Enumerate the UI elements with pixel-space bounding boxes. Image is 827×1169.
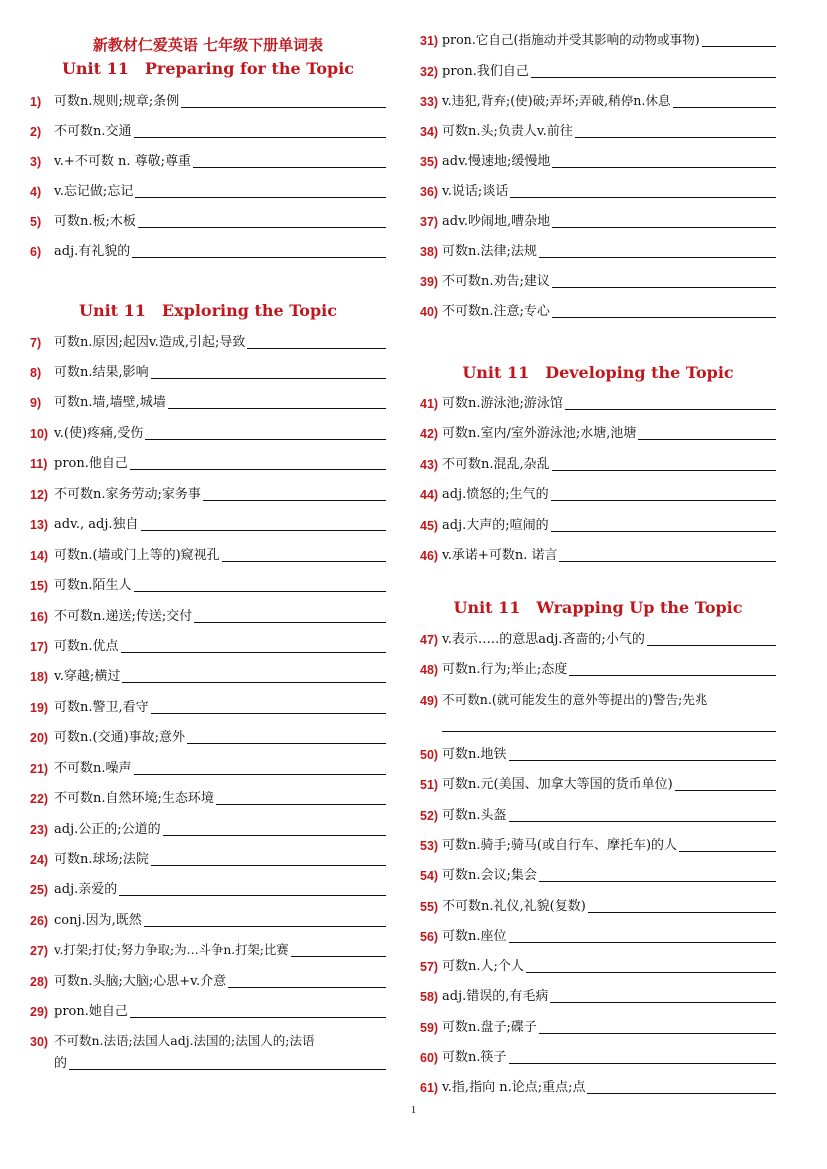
section-heading-exploring <box>30 301 386 320</box>
answer-blank[interactable] <box>130 1017 386 1018</box>
answer-blank[interactable] <box>526 972 776 973</box>
answer-blank[interactable] <box>509 1063 776 1064</box>
item-number: 37) <box>420 215 439 229</box>
answer-blank[interactable] <box>222 561 386 562</box>
answer-blank[interactable] <box>679 851 776 852</box>
answer-blank[interactable] <box>119 895 386 896</box>
vocab-item-25 <box>30 879 386 899</box>
item-number: 31) <box>420 34 439 48</box>
vocab-item-23 <box>30 819 386 839</box>
item-number: 50) <box>420 748 439 762</box>
answer-blank[interactable] <box>168 408 386 409</box>
topic-label: Wrapping Up the Topic <box>536 598 743 617</box>
item-definition: adv.慢速地;缓慢地 <box>442 154 551 169</box>
vocab-item-20 <box>30 727 386 747</box>
vocab-item-38 <box>420 241 776 261</box>
page-title: 新教材仁爱英语 七年级下册单词表 <box>92 36 324 54</box>
vocab-item-22 <box>30 788 386 808</box>
vocab-item-44 <box>420 484 776 504</box>
item-definition: 不可数n.法语;法国人adj.法国的;法国人的;法语 <box>54 1033 315 1048</box>
item-definition: 可数n.球场;法院 <box>54 852 149 867</box>
item-number: 7) <box>30 336 42 350</box>
item-definition: 可数n.优点 <box>54 639 119 654</box>
item-definition: 可数n.行为;举止;态度 <box>442 662 568 677</box>
item-definition: adj.大声的;喧闹的 <box>442 518 549 533</box>
vocab-item-12 <box>30 484 386 504</box>
item-definition: 可数n.原因;起因v.造成,引起;导致 <box>54 335 246 350</box>
item-definition: 可数n.(交通)事故;意外 <box>54 730 186 745</box>
item-number: 33) <box>420 95 439 109</box>
item-definition: 不可数n.混乱,杂乱 <box>442 457 550 472</box>
item-number: 46) <box>420 549 439 563</box>
answer-blank[interactable] <box>552 227 776 228</box>
item-definition: pron.他自己 <box>54 456 128 471</box>
answer-blank[interactable] <box>509 760 776 761</box>
answer-blank[interactable] <box>247 348 386 349</box>
answer-blank[interactable] <box>550 1002 776 1003</box>
item-definition: v.承诺+可数n. 诺言 <box>442 548 558 563</box>
answer-blank[interactable] <box>551 531 776 532</box>
vocab-item-57 <box>420 956 776 976</box>
answer-blank[interactable] <box>151 713 386 714</box>
topic-label: Preparing for the Topic <box>144 59 355 78</box>
item-definition: 可数n.警卫,看守 <box>54 700 149 715</box>
item-number: 41) <box>420 397 439 411</box>
item-definition: 可数n.规则;规章;条例 <box>54 94 180 109</box>
vocab-item-9 <box>30 392 386 412</box>
vocab-item-11 <box>30 453 386 473</box>
item-number: 24) <box>30 853 49 867</box>
vocab-item-6 <box>30 241 386 261</box>
item-number: 53) <box>420 839 439 853</box>
item-number: 32) <box>420 65 439 79</box>
answer-blank[interactable] <box>638 439 776 440</box>
vocab-item-49 <box>420 690 776 710</box>
item-number: 51) <box>420 778 439 792</box>
item-number: 40) <box>420 305 439 319</box>
answer-blank[interactable] <box>559 561 776 562</box>
item-definition: 不可数n.家务劳动;家务事 <box>54 487 201 502</box>
vocab-item-61 <box>420 1077 776 1097</box>
vocab-item-13 <box>30 514 386 534</box>
answer-blank[interactable] <box>193 167 386 168</box>
item-number: 34) <box>420 125 439 139</box>
answer-blank[interactable] <box>122 682 386 683</box>
answer-blank[interactable] <box>673 107 776 108</box>
item-definition: 可数n.筷子 <box>442 1050 507 1065</box>
item-number: 29) <box>30 1005 49 1019</box>
item-definition: 可数n.头盔 <box>442 808 507 823</box>
answer-blank[interactable] <box>588 912 776 913</box>
item-definition: 可数n.法律;法规 <box>442 244 537 259</box>
item-definition: adv.吵闹地,嘈杂地 <box>442 214 551 229</box>
item-number: 14) <box>30 549 49 563</box>
unit-label: Unit 11 <box>79 301 146 320</box>
item-definition: 可数n.室内/室外游泳池;水塘,池塘 <box>442 426 637 441</box>
item-number: 15) <box>30 579 49 593</box>
answer-blank[interactable] <box>551 500 776 501</box>
item-number: 30) <box>30 1035 49 1049</box>
item-number: 61) <box>420 1081 439 1095</box>
item-definition: 不可数n.(就可能发生的意外等提出的)警告;先兆 <box>442 692 708 707</box>
item-number: 60) <box>420 1051 439 1065</box>
item-number: 26) <box>30 914 49 928</box>
vocab-item-37 <box>420 211 776 231</box>
item-definition: adj.愤怒的;生气的 <box>442 487 549 502</box>
item-definition: 不可数n.礼仪,礼貌(复数) <box>442 899 586 914</box>
vocab-item-3 <box>30 151 386 171</box>
item-definition: pron.我们自己 <box>442 64 529 79</box>
vocab-item-17 <box>30 636 386 656</box>
item-number: 16) <box>30 610 49 624</box>
item-definition: pron.它自己(指施动并受其影响的动物或事物) <box>442 32 700 47</box>
item-definition: 不可数n.交通 <box>54 124 132 139</box>
item-definition: 可数n.地铁 <box>442 747 507 762</box>
item-definition: 可数n.板;木板 <box>54 214 136 229</box>
item-number: 27) <box>30 944 49 958</box>
item-definition: 不可数n.注意;专心 <box>442 304 550 319</box>
item-definition: v.(使)疼痛,受伤 <box>54 426 144 441</box>
vocab-item-26 <box>30 910 386 930</box>
vocab-item-21 <box>30 758 386 778</box>
answer-blank[interactable] <box>552 287 776 288</box>
answer-blank[interactable] <box>181 107 386 108</box>
vocab-item-29 <box>30 1001 386 1021</box>
item-number: 47) <box>420 633 439 647</box>
item-definition: 可数n.人;个人 <box>442 959 524 974</box>
item-definition: 不可数n.劝告;建议 <box>442 274 550 289</box>
vocab-item-33 <box>420 91 776 111</box>
unit-label: Unit 11 <box>462 363 530 382</box>
page-number: 1 <box>410 1104 417 1116</box>
item-definition: adj.有礼貌的 <box>54 244 131 259</box>
answer-blank[interactable] <box>565 409 776 410</box>
vocab-item-58 <box>420 986 776 1006</box>
item-number: 45) <box>420 519 439 533</box>
vocab-item-52 <box>420 805 776 825</box>
vocab-item-31 <box>420 30 776 50</box>
vocab-item-59 <box>420 1017 776 1037</box>
item-definition: adv., adj.独自 <box>54 517 139 532</box>
topic-label: Exploring the Topic <box>161 301 337 320</box>
vocab-item-48 <box>420 659 776 679</box>
item-definition: v.打架;打仗;努力争取;为…斗争n.打架;比赛 <box>54 943 289 957</box>
section-heading-developing <box>420 363 776 382</box>
item-number: 58) <box>420 990 439 1004</box>
answer-blank[interactable] <box>144 926 386 927</box>
vocab-item-35 <box>420 151 776 171</box>
item-number: 10) <box>30 427 49 441</box>
item-definition: 可数n.结果,影响 <box>54 365 149 380</box>
item-number: 44) <box>420 488 439 502</box>
vocab-item-46 <box>420 545 776 565</box>
answer-blank[interactable] <box>442 731 776 732</box>
answer-blank[interactable] <box>141 530 386 531</box>
item-definition: 可数n.陌生人 <box>54 578 132 593</box>
answer-blank[interactable] <box>134 591 386 592</box>
vocab-item-7 <box>30 332 386 352</box>
section-heading-preparing <box>30 59 386 78</box>
item-definition: v.+不可数 n. 尊敬;尊重 <box>54 154 191 169</box>
item-definition: 可数n.元(美国、加拿大等国的货币单位) <box>442 777 673 792</box>
item-number: 9) <box>30 396 42 410</box>
vocab-item-39 <box>420 271 776 291</box>
vocab-item-2 <box>30 121 386 141</box>
vocab-item-54 <box>420 865 776 885</box>
unit-label: Unit 11 <box>61 59 129 78</box>
vocab-item-27 <box>30 940 386 960</box>
item-number: 3) <box>30 155 42 169</box>
answer-blank[interactable] <box>151 378 386 379</box>
item-definition: 可数n.头脑;大脑;心思+v.介意 <box>54 974 227 989</box>
vocab-item-42 <box>420 423 776 443</box>
answer-blank[interactable] <box>510 197 776 198</box>
answer-blank[interactable] <box>194 622 386 623</box>
answer-blank[interactable] <box>675 790 776 791</box>
item-number: 57) <box>420 960 439 974</box>
item-number: 8) <box>30 366 42 380</box>
section-heading-wrapping <box>420 598 776 617</box>
item-number: 20) <box>30 731 49 745</box>
item-definition: v.指,指向 n.论点;重点;点 <box>442 1080 586 1095</box>
vocab-item-10 <box>30 423 386 443</box>
answer-blank[interactable] <box>702 46 776 47</box>
vocab-item-56 <box>420 926 776 946</box>
vocab-item-36 <box>420 181 776 201</box>
item-definition: adj.公正的;公道的 <box>54 822 161 837</box>
item-number: 19) <box>30 701 49 715</box>
vocab-item-34 <box>420 121 776 141</box>
vocab-item-30 <box>30 1031 386 1051</box>
answer-blank[interactable] <box>187 743 386 744</box>
vocab-item-49-blank <box>442 715 776 735</box>
vocab-item-51 <box>420 774 776 794</box>
vocab-item-32 <box>420 61 776 81</box>
answer-blank[interactable] <box>647 645 776 646</box>
answer-blank[interactable] <box>569 675 776 676</box>
vocab-item-24 <box>30 849 386 869</box>
item-number: 6) <box>30 245 42 259</box>
item-number: 25) <box>30 883 49 897</box>
vocab-item-41 <box>420 393 776 413</box>
answer-blank[interactable] <box>228 987 386 988</box>
item-number: 11) <box>30 457 48 471</box>
item-number: 54) <box>420 869 439 883</box>
vocab-item-4 <box>30 181 386 201</box>
vocab-item-15 <box>30 575 386 595</box>
vocab-item-8 <box>30 362 386 382</box>
vocab-item-1 <box>30 91 386 111</box>
answer-blank[interactable] <box>69 1069 386 1070</box>
item-definition: 可数n.游泳池;游泳馆 <box>442 396 563 411</box>
item-definition: 不可数n.自然环境;生态环境 <box>54 791 214 806</box>
item-number: 56) <box>420 930 439 944</box>
answer-blank[interactable] <box>130 469 386 470</box>
item-number: 23) <box>30 823 49 837</box>
answer-blank[interactable] <box>552 167 776 168</box>
answer-blank[interactable] <box>132 257 386 258</box>
item-number: 43) <box>420 458 439 472</box>
item-definition: adj.错误的,有毛病 <box>442 989 549 1004</box>
answer-blank[interactable] <box>539 1033 776 1034</box>
item-number: 1) <box>30 95 42 109</box>
topic-label: Developing the Topic <box>545 363 734 382</box>
item-definition: 可数n.会议;集会 <box>442 868 537 883</box>
item-number: 55) <box>420 900 439 914</box>
item-number: 35) <box>420 155 439 169</box>
vocab-item-55 <box>420 896 776 916</box>
vocab-item-60 <box>420 1047 776 1067</box>
vocab-item-43 <box>420 454 776 474</box>
item-number: 49) <box>420 694 439 708</box>
vocab-item-40 <box>420 301 776 321</box>
vocab-item-47 <box>420 629 776 649</box>
vocab-item-28 <box>30 971 386 991</box>
answer-blank[interactable] <box>539 257 776 258</box>
answer-blank[interactable] <box>134 774 386 775</box>
item-number: 28) <box>30 975 49 989</box>
answer-blank[interactable] <box>509 942 776 943</box>
answer-blank[interactable] <box>203 500 386 501</box>
answer-blank[interactable] <box>151 865 386 866</box>
item-definition: adj.亲爱的 <box>54 882 118 897</box>
item-number: 36) <box>420 185 439 199</box>
item-definition: pron.她自己 <box>54 1004 128 1019</box>
answer-blank[interactable] <box>291 956 386 957</box>
item-definition: v.违犯,背弃;(使)破;弄坏;弄破,稍停n.休息 <box>442 93 671 108</box>
answer-blank[interactable] <box>216 804 386 805</box>
item-definition: v.忘记做;忘记 <box>54 184 134 199</box>
vocab-item-5 <box>30 211 386 231</box>
item-number: 48) <box>420 663 439 677</box>
answer-blank[interactable] <box>509 821 776 822</box>
vocab-item-30-continuation <box>54 1053 386 1073</box>
item-number: 4) <box>30 185 42 199</box>
item-number: 17) <box>30 640 49 654</box>
item-definition: 可数n.墙,墙壁,城墙 <box>54 395 166 410</box>
answer-blank[interactable] <box>163 835 386 836</box>
item-number: 13) <box>30 518 49 532</box>
item-number: 39) <box>420 275 439 289</box>
answer-blank[interactable] <box>135 197 386 198</box>
item-number: 18) <box>30 670 49 684</box>
answer-blank[interactable] <box>145 439 386 440</box>
item-definition: v.说话;谈话 <box>442 184 509 199</box>
vocab-item-16 <box>30 606 386 626</box>
answer-blank[interactable] <box>121 652 386 653</box>
answer-blank[interactable] <box>539 881 776 882</box>
vocab-item-50 <box>420 744 776 764</box>
item-definition: 可数n.头;负责人v.前往 <box>442 124 573 139</box>
item-number: 22) <box>30 792 49 806</box>
item-number: 2) <box>30 125 42 139</box>
item-definition: 不可数n.递送;传送;交付 <box>54 609 193 624</box>
answer-blank[interactable] <box>552 470 776 471</box>
item-definition: v.表示…..的意思adj.吝啬的;小气的 <box>442 632 645 647</box>
item-number: 12) <box>30 488 49 502</box>
answer-blank[interactable] <box>138 227 386 228</box>
item-definition: 可数n.骑手;骑马(或自行车、摩托车)的人 <box>442 838 678 853</box>
vocab-item-19 <box>30 697 386 717</box>
vocab-item-53 <box>420 835 776 855</box>
item-definition: 可数n.座位 <box>442 929 507 944</box>
item-number: 5) <box>30 215 42 229</box>
item-definition-continued: 的 <box>54 1056 68 1071</box>
item-definition: conj.因为,既然 <box>54 913 142 928</box>
answer-blank[interactable] <box>552 317 776 318</box>
answer-blank[interactable] <box>531 77 776 78</box>
item-number: 38) <box>420 245 439 259</box>
vocab-item-45 <box>420 515 776 535</box>
item-number: 21) <box>30 762 49 776</box>
item-definition: 可数n.(墙或门上等的)窥视孔 <box>54 548 220 563</box>
vocab-item-14 <box>30 545 386 565</box>
item-definition: v.穿越;横过 <box>54 669 121 684</box>
answer-blank[interactable] <box>575 137 776 138</box>
answer-blank[interactable] <box>587 1093 776 1094</box>
item-number: 52) <box>420 809 439 823</box>
unit-label: Unit 11 <box>453 598 521 617</box>
item-definition: 不可数n.噪声 <box>54 761 132 776</box>
answer-blank[interactable] <box>134 137 386 138</box>
item-number: 59) <box>420 1021 439 1035</box>
item-definition: 可数n.盘子;碟子 <box>442 1020 537 1035</box>
vocab-item-18 <box>30 666 386 686</box>
item-number: 42) <box>420 427 439 441</box>
